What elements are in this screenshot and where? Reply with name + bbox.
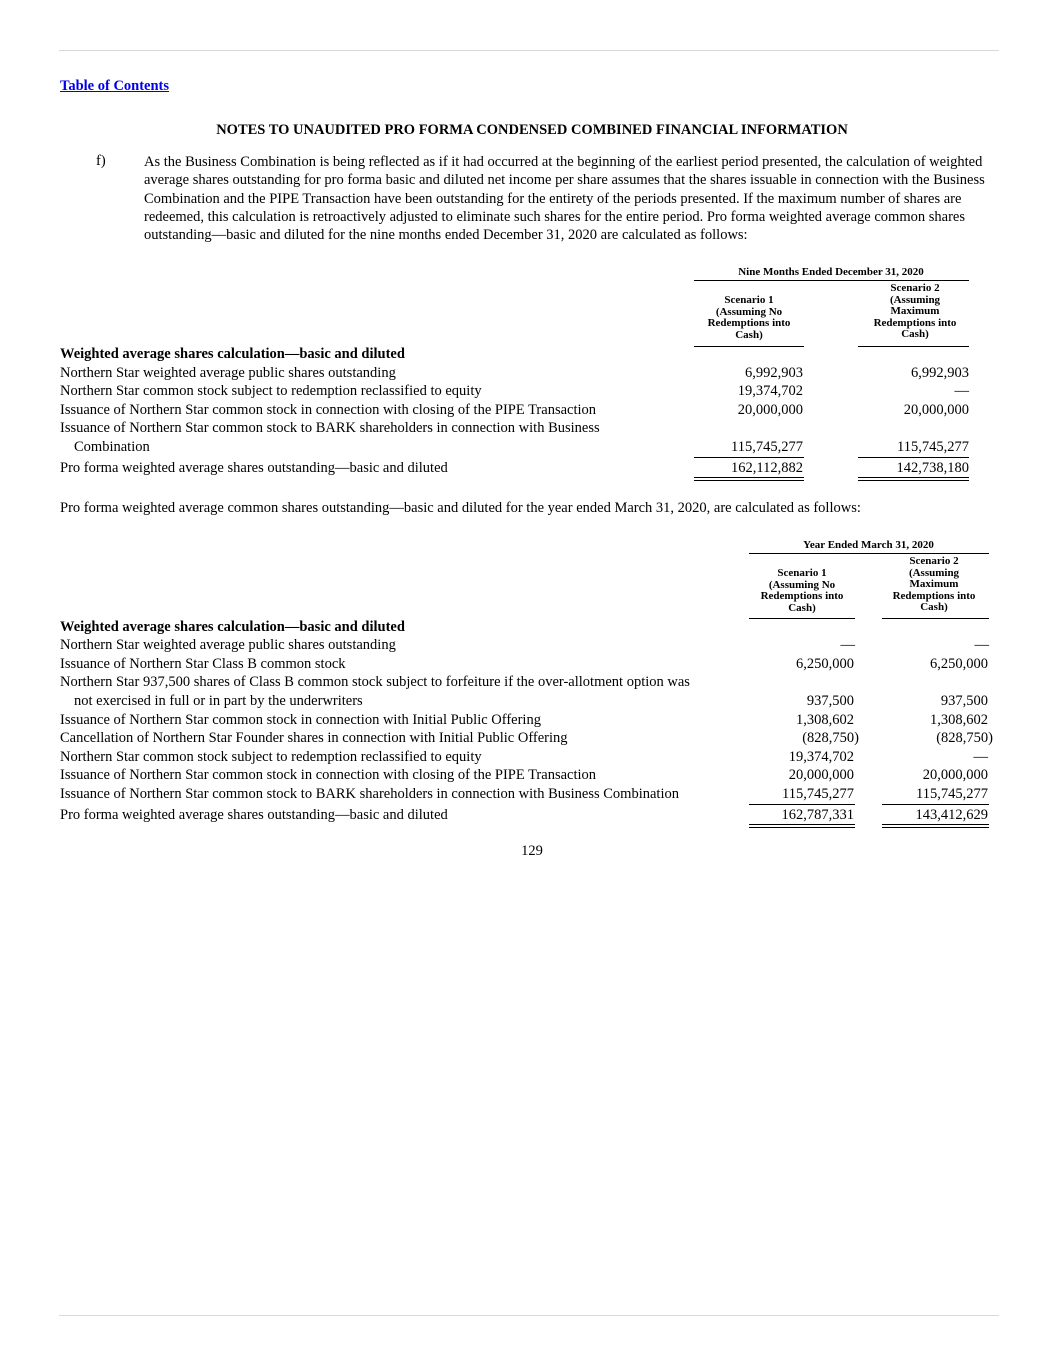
row-label: Issuance of Northern Star common stock in connection with closing of the PIPE Transaction — [60, 767, 597, 783]
table1-section-heading: Weighted average shares calculation—basic and diluted — [60, 346, 405, 362]
table-row — [60, 729, 1000, 747]
scenario1-value: 19,374,702 — [788, 749, 854, 765]
table2-period-header: Year Ended March 31, 2020 — [803, 539, 934, 551]
row-label-continued: Combination — [74, 439, 150, 455]
row-label: Northern Star 937,500 shares of Class B common stock subject to forfeiture if the over-allotment option was — [60, 674, 690, 690]
table1-subtotal-line-2 — [858, 457, 969, 458]
table1-section-heading-row — [60, 345, 1000, 363]
page-title: NOTES TO UNAUDITED PRO FORMA CONDENSED COMBINED FINANCIAL INFORMATION — [216, 122, 848, 138]
table1-total-row — [60, 459, 1000, 477]
bottom-divider — [59, 1315, 999, 1316]
scenario2-value: 20,000,000 — [922, 767, 988, 783]
scenario1-value: 6,250,000 — [796, 656, 854, 672]
scenario2-value: 1,308,602 — [930, 712, 988, 728]
scenario2-value: 115,745,277 — [916, 786, 988, 802]
table2-period-underline — [749, 553, 989, 554]
page-number: 129 — [521, 843, 543, 859]
scenario2-value: — — [974, 637, 989, 653]
table2-col2-header: Scenario 2 (Assuming Maximum Redemptions into Cash) — [892, 555, 976, 613]
scenario1-total: 162,112,882 — [731, 460, 803, 476]
table-row — [60, 419, 1000, 437]
table1-col1-header: Scenario 1 (Assuming No Redemptions into Cash) — [707, 294, 791, 341]
row-label: Northern Star weighted average public shares outstanding — [60, 637, 396, 653]
table-row — [60, 748, 1000, 766]
row-label-continued: not exercised in full or in part by the underwriters — [74, 693, 363, 709]
scenario2-value: (828,750) — [936, 730, 993, 746]
note-item-label: f) — [96, 153, 106, 169]
table2-col1-header: Scenario 1 (Assuming No Redemptions into Cash) — [760, 567, 844, 614]
total-label: Pro forma weighted average shares outstanding—basic and diluted — [60, 807, 448, 823]
scenario1-value: 937,500 — [806, 693, 854, 709]
scenario1-value: 6,992,903 — [745, 365, 803, 381]
table2-subtotal-line-1 — [749, 804, 855, 805]
scenario2-value: 115,745,277 — [897, 439, 969, 455]
table-row — [60, 364, 1000, 382]
table-row — [60, 673, 1000, 691]
scenario2-value: 937,500 — [940, 693, 988, 709]
table2-subtotal-line-2 — [882, 804, 989, 805]
table-row — [60, 636, 1000, 654]
scenario2-value: — — [954, 383, 969, 399]
scenario1-value: 20,000,000 — [788, 767, 854, 783]
table-row — [60, 692, 1000, 710]
row-label: Northern Star weighted average public shares outstanding — [60, 365, 396, 381]
scenario1-value: 115,745,277 — [731, 439, 803, 455]
scenario1-value: 115,745,277 — [782, 786, 854, 802]
table1-total-double-line-2 — [858, 477, 969, 481]
scenario2-total: 143,412,629 — [915, 807, 988, 823]
table1-col2-header: Scenario 2 (Assuming Maximum Redemptions into Cash) — [873, 282, 957, 340]
scenario1-value: 1,308,602 — [796, 712, 854, 728]
top-divider — [59, 50, 999, 51]
table-of-contents-link[interactable]: Table of Contents — [60, 78, 170, 94]
row-label: Issuance of Northern Star common stock in connection with closing of the PIPE Transaction — [60, 402, 597, 418]
table2-total-row — [60, 806, 1000, 824]
table1-total-double-line-1 — [694, 477, 804, 481]
scenario2-value: 6,250,000 — [930, 656, 988, 672]
table-row — [60, 401, 1000, 419]
scenario1-value: — — [840, 637, 855, 653]
table2-section-heading-row — [60, 618, 1000, 636]
total-label: Pro forma weighted average shares outstanding—basic and diluted — [60, 460, 448, 476]
row-label: Northern Star common stock subject to redemption reclassified to equity — [60, 383, 482, 399]
row-label: Issuance of Northern Star Class B common stock — [60, 656, 346, 672]
scenario1-value: 19,374,702 — [737, 383, 803, 399]
scenario2-value: — — [973, 749, 988, 765]
scenario1-value: 20,000,000 — [737, 402, 803, 418]
scenario2-value: 20,000,000 — [903, 402, 969, 418]
scenario1-value: (828,750) — [802, 730, 859, 746]
note-paragraph: As the Business Combination is being reflected as if it had occurred at the beginning of the earliest period presented, the calculation of weighted average shares outstanding for pro forma basic and diluted net income per share assumes that the shares issuable in connection with the Business Combination and the PIPE Transaction have been outstanding for the entirety of the periods presented. If the maximum number of shares are redeemed, this calculation is retroactively adjusted to eliminate such shares for the entire period. Pro forma weighted average common shares outstanding—basic and diluted for the nine months ended December 31, 2020 are calculated as follows: — [144, 154, 985, 244]
row-label: Northern Star common stock subject to redemption reclassified to equity — [60, 749, 482, 765]
scenario2-total: 142,738,180 — [896, 460, 969, 476]
table-row — [60, 655, 1000, 673]
table1-period-header: Nine Months Ended December 31, 2020 — [738, 266, 924, 278]
table-row — [60, 382, 1000, 400]
row-label: Cancellation of Northern Star Founder shares in connection with Initial Public Offering — [60, 730, 568, 746]
scenario1-total: 162,787,331 — [781, 807, 854, 823]
table2-total-double-line-1 — [749, 824, 855, 828]
table2-total-double-line-2 — [882, 824, 989, 828]
table-row — [60, 785, 1000, 803]
row-label: Issuance of Northern Star common stock to BARK shareholders in connection with Business Combination — [60, 786, 679, 802]
table-row — [60, 766, 1000, 784]
row-label: Issuance of Northern Star common stock to BARK shareholders in connection with Business — [60, 420, 600, 436]
table2-section-heading: Weighted average shares calculation—basic and diluted — [60, 619, 405, 635]
row-label: Issuance of Northern Star common stock in connection with Initial Public Offering — [60, 712, 541, 728]
table-row — [60, 711, 1000, 729]
table1-period-underline — [694, 280, 969, 281]
note-paragraph-2: Pro forma weighted average common shares outstanding—basic and diluted for the year ended March 31, 2020, are calculated as follows: — [60, 500, 861, 516]
table-row — [60, 438, 1000, 456]
table1-subtotal-line-1 — [694, 457, 804, 458]
scenario2-value: 6,992,903 — [911, 365, 969, 381]
